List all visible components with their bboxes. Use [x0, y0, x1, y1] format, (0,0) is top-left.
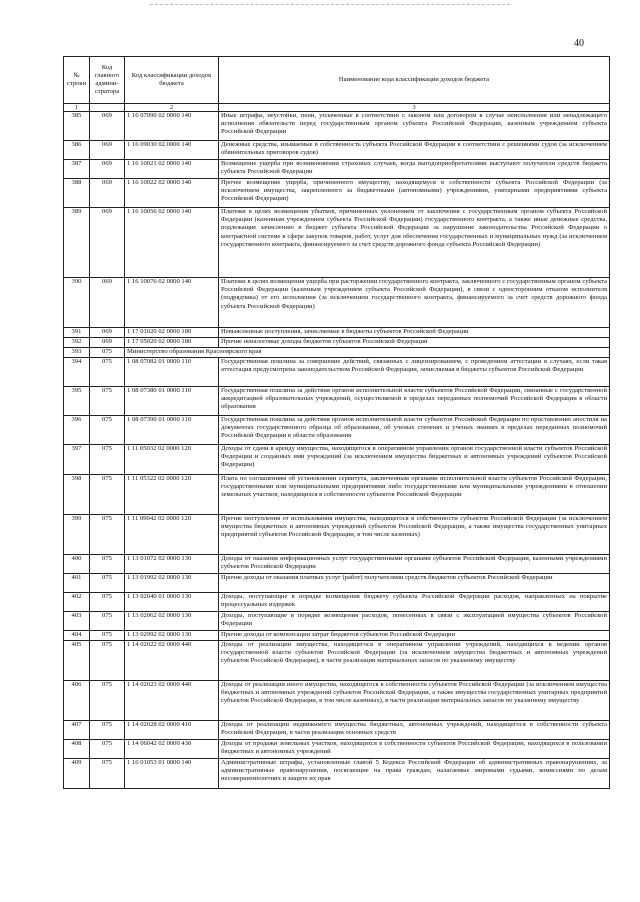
classification-name: Невыясненные поступления, зачисляемые в бюджеты субъектов Российской Федерации — [219, 328, 610, 338]
classification-name: Доходы от реализации имущества, находящегося в оперативном управлении учреждений, находящихся в ведении органов государственной власти субъектов Российской Федерации (за исключением имущества бюджетных и автономных учреждений субъектов Российской Федерации), в части реализации материальных запасов по указанному имуществу — [219, 641, 610, 681]
classification-code: 1 14 02023 02 0000 440 — [125, 681, 219, 721]
classification-code: 1 17 01020 02 0000 180 — [125, 328, 219, 338]
row-number: 386 — [64, 141, 90, 160]
row-number: 409 — [64, 759, 90, 789]
classification-code: 1 16 10021 02 0000 140 — [125, 160, 219, 179]
scan-top-edge — [150, 4, 510, 5]
row-number: 399 — [64, 515, 90, 555]
admin-code: 075 — [90, 759, 125, 789]
table-row — [64, 681, 610, 721]
classification-name: Государственная пошлина за действия органов исполнительной власти субъектов Российской Федерации, связанные с государственной аккредитацией образовательных учреждений, осуществляемой в пределах переданных полномочий Российской Федерации в области образования — [219, 387, 610, 416]
admin-code: 069 — [90, 278, 125, 328]
classification-name: Прочее возмещение ущерба, причиненного имуществу, находящемуся в собственности субъекта Российской Федерации (за исключением имущества, закрепленного за бюджетными (автономными) учреждениями, унитарными предприятиями субъекта Российской Федерации) — [219, 179, 610, 208]
classification-name: Платежи в целях возмещения ущерба при расторжении государственного контракта, заключенного с государственным органом субъекта Российской Федерации (казенным учреждением субъекта Российской Федерации), в связи с односторонним отказом исполнителя (подрядчика) от его исполнения (за исключением государственного контракта, финансируемого за счет средств дорожного фонда субъекта Российской Федерации) — [219, 278, 610, 328]
admin-code: 075 — [90, 416, 125, 445]
table-row — [64, 515, 610, 555]
section-title: Министерство образования Красноярского края — [125, 348, 610, 358]
admin-code: 069 — [90, 112, 125, 141]
table-row — [64, 387, 610, 416]
table-row — [64, 721, 610, 740]
classification-code: 1 11 09042 02 0000 120 — [125, 515, 219, 555]
admin-code: 069 — [90, 208, 125, 278]
admin-code: 075 — [90, 358, 125, 387]
admin-code: 069 — [90, 141, 125, 160]
admin-code: 075 — [90, 574, 125, 593]
classification-name: Плата по соглашениям об установлении сервитута, заключенным органами исполнительной власти субъектов Российской Федерации, государственными или муниципальными предприятиями либо государственными или муниципальными учреждениями в отношении земельных участков, находящихся в собственности субъектов Российской Федерации — [219, 475, 610, 515]
classification-code: 1 16 09030 02 0000 140 — [125, 141, 219, 160]
classification-name: Доходы от реализации иного имущества, находящегося в собственности субъектов Российской Федерации (за исключением имущества бюджетных и автономных учреждений субъектов Российской Федерации, а также имущества государственных унитарных предприятий субъектов Российской Федерации, в том числе казенных), в части реализации материальных запасов по указанному имуществу — [219, 681, 610, 721]
classification-code: 1 14 02022 02 0000 440 — [125, 641, 219, 681]
table-row — [64, 208, 610, 278]
classification-code: 1 16 10022 02 0000 140 — [125, 179, 219, 208]
classification-code: 1 13 02040 01 0000 130 — [125, 593, 219, 612]
classification-code: 1 11 05322 02 0000 120 — [125, 475, 219, 515]
admin-code: 069 — [90, 179, 125, 208]
admin-code: 069 — [90, 160, 125, 179]
admin-code: 075 — [90, 445, 125, 475]
admin-code: 075 — [90, 475, 125, 515]
row-number: 402 — [64, 593, 90, 612]
table-row — [64, 631, 610, 641]
classification-code: 1 13 01992 02 0000 130 — [125, 574, 219, 593]
admin-code: 075 — [90, 631, 125, 641]
page-number: 40 — [574, 38, 584, 49]
row-number: 408 — [64, 740, 90, 759]
row-number: 395 — [64, 387, 90, 416]
classification-name: Прочие неналоговые доходы бюджетов субъектов Российской Федерации — [219, 338, 610, 348]
row-number: 396 — [64, 416, 90, 445]
table-row — [64, 141, 610, 160]
table-row — [64, 179, 610, 208]
classification-name: Прочие поступления от использования имущества, находящегося в собственности субъектов Российской Федерации (за исключением имущества бюджетных и автономных учреждений субъектов Российской Федерации, а также имущества государственных унитарных предприятий субъектов Российской Федерации, в том числе казенных) — [219, 515, 610, 555]
row-number: 400 — [64, 555, 90, 574]
table-row — [64, 641, 610, 681]
table-row — [64, 328, 610, 338]
classification-code: 1 13 02992 02 0000 130 — [125, 631, 219, 641]
table-row — [64, 160, 610, 179]
row-number: 385 — [64, 112, 90, 141]
row-number: 392 — [64, 338, 90, 348]
table-row — [64, 574, 610, 593]
row-number: 401 — [64, 574, 90, 593]
classification-code: 1 16 07090 02 0000 140 — [125, 112, 219, 141]
admin-code: 075 — [90, 387, 125, 416]
row-number: 403 — [64, 612, 90, 631]
table-row — [64, 358, 610, 387]
admin-code: 075 — [90, 348, 125, 358]
admin-code: 075 — [90, 612, 125, 631]
table-row — [64, 612, 610, 631]
classification-code: 1 11 05032 02 0000 120 — [125, 445, 219, 475]
admin-code: 075 — [90, 593, 125, 612]
row-number: 405 — [64, 641, 90, 681]
row-number: 389 — [64, 208, 90, 278]
table-row — [64, 348, 610, 358]
row-number: 404 — [64, 631, 90, 641]
classification-code: 1 16 10076 02 0000 140 — [125, 278, 219, 328]
classification-code: 1 13 02062 02 0000 130 — [125, 612, 219, 631]
header-colnum-2: 2 — [125, 104, 219, 112]
classification-name: Государственная пошлина за действия органов исполнительной власти субъектов Российской Федерации по проставлению апостиля на документах государственного образца об образовании, об ученых степенях и ученых званиях в пределах переданных полномочий Российской Федерации в области образования — [219, 416, 610, 445]
classification-code: 1 14 06042 02 0000 430 — [125, 740, 219, 759]
admin-code: 075 — [90, 555, 125, 574]
classification-code: 1 16 10056 02 0000 140 — [125, 208, 219, 278]
table-body — [64, 112, 610, 789]
header-colnum-1b — [90, 104, 125, 112]
classification-code: 1 08 07380 01 0000 110 — [125, 387, 219, 416]
table-row — [64, 338, 610, 348]
classification-name: Доходы, поступающие в порядке возмещения бюджету субъекта Российской Федерации расходов, направленных на покрытие процессуальных издержек — [219, 593, 610, 612]
table-row — [64, 759, 610, 789]
row-number: 391 — [64, 328, 90, 338]
classification-name: Доходы от продажи земельных участков, находящихся в собственности субъектов Российской Федерации, находящихся в пользовании бюджетных и автономных учреждений — [219, 740, 610, 759]
table-row — [64, 593, 610, 612]
row-number: 398 — [64, 475, 90, 515]
admin-code: 069 — [90, 338, 125, 348]
row-number: 393 — [64, 348, 90, 358]
header-colnum-1: 1 — [64, 104, 90, 112]
classification-name: Возмещение ущерба при возникновении страховых случаев, когда выгодоприобретателями выступают получатели средств бюджета субъекта Российской Федерации — [219, 160, 610, 179]
row-number: 387 — [64, 160, 90, 179]
row-number: 407 — [64, 721, 90, 740]
admin-code: 069 — [90, 328, 125, 338]
admin-code: 075 — [90, 681, 125, 721]
classification-name: Денежные средства, изымаемые в собственность субъекта Российской Федерации в соответствии с решениями судов (за исключением обвинительных приговоров судов) — [219, 141, 610, 160]
table-row — [64, 740, 610, 759]
classification-name: Государственная пошлина за совершение действий, связанных с лицензированием, с проведением аттестации в случаях, если такая аттестация предусмотрена законодательством Российской Федерации, зачисляемая в бюджеты субъектов Российской Федерации — [219, 358, 610, 387]
header-colnum-3: 3 — [219, 104, 610, 112]
table-row — [64, 112, 610, 141]
classification-code: 1 13 01072 02 0000 130 — [125, 555, 219, 574]
header-admin-code: Код главного админи-стратора — [90, 57, 125, 104]
classification-code: 1 08 07082 01 0000 110 — [125, 358, 219, 387]
table-row — [64, 555, 610, 574]
classification-name: Прочие доходы от оказания платных услуг (работ) получателями средств бюджетов субъектов Российской Федерации — [219, 574, 610, 593]
classification-name: Доходы от оказания информационных услуг государственными органами субъектов Российской Федерации, казенными учреждениями субъектов Российской Федерации — [219, 555, 610, 574]
header-classification-code: Код классификации доходов бюджета — [125, 57, 219, 104]
table-row — [64, 416, 610, 445]
classification-name: Доходы от сдачи в аренду имущества, находящегося в оперативном управлении органов государственной власти субъектов Российской Федерации и созданных ими учреждений (за исключением имущества бюджетных и автономных учреждений субъектов Российской Федерации) — [219, 445, 610, 475]
header-row-number: № строки — [64, 57, 90, 104]
classification-name: Иные штрафы, неустойки, пени, уплаченные в соответствии с законом или договором в случае неисполнения или ненадлежащего исполнения обязательств перед государственным органом субъекта Российской Федерации, казенным учреждением субъекта Российской Федерации — [219, 112, 610, 141]
row-number: 390 — [64, 278, 90, 328]
classification-code: 1 08 07390 01 0000 110 — [125, 416, 219, 445]
admin-code: 075 — [90, 721, 125, 740]
table-row — [64, 278, 610, 328]
table-row — [64, 445, 610, 475]
row-number: 388 — [64, 179, 90, 208]
row-number: 394 — [64, 358, 90, 387]
row-number: 406 — [64, 681, 90, 721]
classification-name: Доходы, поступающие в порядке возмещения расходов, понесенных в связи с эксплуатацией имущества субъектов Российской Федерации — [219, 612, 610, 631]
table-row — [64, 475, 610, 515]
classification-name: Доходы от реализации недвижимого имущества бюджетных, автономных учреждений, находящегося в собственности субъекта Российской Федерации, в части реализации основных средств — [219, 721, 610, 740]
classification-code: 1 17 05020 02 0000 180 — [125, 338, 219, 348]
admin-code: 075 — [90, 515, 125, 555]
row-number: 397 — [64, 445, 90, 475]
income-classification-table — [63, 56, 610, 789]
classification-name: Платежи в целях возмещения убытков, причиненных уклонением от заключения с государственным органом субъекта Российской Федерации (казенным учреждением субъекта Российской Федерации) государственного контракта, а также иные денежные средства, подлежащие зачислению в бюджет субъекта Российской Федерации за нарушение законодательства Российской Федерации о контрактной системе в сфере закупок товаров, работ, услуг для обеспечения государственных и муниципальных нужд (за исключением государственного контракта, финансируемого за счет средств дорожного фонда субъекта Российской Федерации) — [219, 208, 610, 278]
classification-code: 1 16 01053 01 0000 140 — [125, 759, 219, 789]
admin-code: 075 — [90, 740, 125, 759]
header-classification-name: Наименование кода классификации доходов бюджета — [219, 57, 610, 104]
classification-code: 1 14 02028 02 0000 410 — [125, 721, 219, 740]
admin-code: 075 — [90, 641, 125, 681]
classification-name: Административные штрафы, установленные главой 5 Кодекса Российской Федерации об административных правонарушениях, за административные правонарушения, посягающие на права граждан, налагаемые мировыми судьями, комиссиями по делам несовершеннолетних и защите их прав — [219, 759, 610, 789]
classification-name: Прочие доходы от компенсации затрат бюджетов субъектов Российской Федерации — [219, 631, 610, 641]
